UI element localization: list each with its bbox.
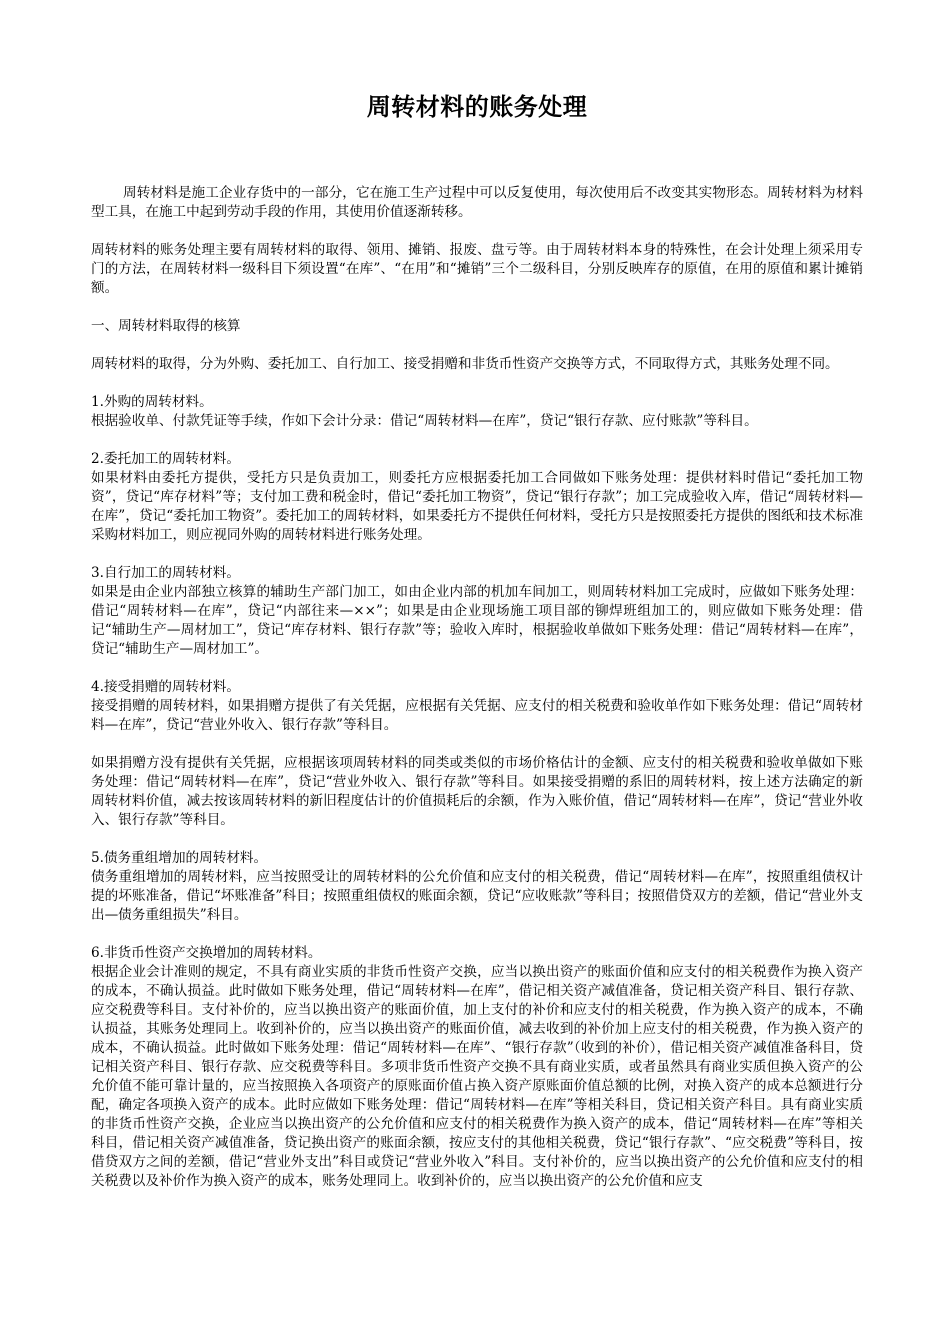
item-heading: 1.外购的周转材料。 xyxy=(91,394,213,410)
acquisition-paragraph: 周转材料的取得，分为外购、委托加工、自行加工、接受捐赠和非货币性资产交换等方式，不同取得方式，其账务处理不同。 xyxy=(91,356,839,372)
item-debt-restructuring xyxy=(91,849,863,925)
item-body: 根据企业会计准则的规定，不具有商业实质的非货币性资产交换，应当以换出资产的账面价值和应支付的相关税费作为换入资产的成本，不确认损益。此时做如下账务处理，借记“周转材料—在库”，借记相关资产减值准备，贷记相关资产科目、银行存款、应交税费等科目。支付补价的，应当以换出资产的账面价值，加上支付的补价和应支付的相关税费，作为换入资产的成本，不确认损益，其账务处理同上。收到补价的，应当以换出资产的账面价值，减去收到的补价加上应支付的相关税费，作为换入资产的成本，不确认损益。此时做如下账务处理：借记“周转材料—在库”、“银行存款”（收到的补价），借记相关资产减值准备科目，贷记相关资产科目、银行存款、应交税费等科目。多项非货币性资产交换不具有商业实质，或者虽然具有商业实质但换入资产的公允价值不能可靠计量的，应当按照换入各项资产的原账面价值占换入资产原账面价值总额的比例，对换入资产的成本总额进行分配，确定各项换入资产的成本。此时应做如下账务处理：借记“周转材料—在库”等相关科目，贷记相关资产科目。具有商业实质的非货币性资产交换，企业应当以换出资产的公允价值和应支付的相关税费作为换入资产的成本，借记“周转材料—在库”等相关科目，借记相关资产减值准备，贷记换出资产的账面余额，按应支付的其他相关税费，贷记“银行存款”、“应交税费”等科目，按借贷双方之间的差额，借记“营业外支出”科目或贷记“营业外收入”科目。支付补价的，应当以换出资产的公允价值和应支付的相关税费以及补价作为换入资产的成本，账务处理同上。收到补价的，应当以换出资产的公允价值和应支 xyxy=(91,964,863,1189)
document-page xyxy=(91,90,863,1210)
item-non-monetary-exchange xyxy=(91,944,863,1191)
section-heading: 一、周转材料取得的核算 xyxy=(91,318,241,334)
item-body: 接受捐赠的周转材料，如果捐赠方提供了有关凭据，应根据有关凭据、应支付的相关税费和验收单作如下账务处理：借记“周转材料—在库”，贷记“营业外收入、银行存款”等科目。 xyxy=(91,698,863,733)
intro-paragraph: 周转材料是施工企业存货中的一部分，它在施工生产过程中可以反复使用，每次使用后不改变其实物形态。周转材料为材料型工具，在施工中起到劳动手段的作用，其使用价值逐渐转移。 xyxy=(91,185,863,220)
item-body: 如果是由企业内部独立核算的辅助生产部门加工，如由企业内部的机加车间加工，则周转材料加工完成时，应做如下账务处理：借记“周转材料—在库”，贷记“内部往来—××”；如果是由企业现场施工项目部的铆焊班组加工的，则应做如下账务处理：借记“辅助生产—周材加工”，贷记“库存材料、银行存款”等；验收入库时，根据验收单做如下账务处理：借记“周转材料—在库”，贷记“辅助生产—周材加工”。 xyxy=(91,584,863,657)
document-title: 周转材料的账务处理 xyxy=(366,92,588,121)
item-heading: 2.委托加工的周转材料。 xyxy=(91,451,240,467)
item-body: 债务重组增加的周转材料，应当按照受让的周转材料的公允价值和应支付的相关税费，借记“周转材料—在库”，按照重组债权计提的坏账准备，借记“坏账准备”科目；按照重组债权的账面余额，贷记“应收账款”等科目；按照借贷双方的差额，借记“营业外支出—债务重组损失”科目。 xyxy=(91,869,863,923)
item-heading: 6.非货币性资产交换增加的周转材料。 xyxy=(91,945,322,961)
item-purchase xyxy=(91,393,863,431)
item-body-continued: 如果捐赠方没有提供有关凭据，应根据该项周转材料的同类或类似的市场价格估计的金额、应支付的相关税费和验收单做如下账务处理：借记“周转材料—在库”，贷记“营业外收入、银行存款”等科目。如果接受捐赠的系旧的周转材料，按上述方法确定的新周转材料价值，减去按该周转材料的新旧程度估计的价值损耗后的余额，作为入账价值，借记“周转材料—在库”，贷记“营业外收入、银行存款”等科目。 xyxy=(91,755,863,828)
item-self-processing xyxy=(91,564,863,659)
item-heading: 5.债务重组增加的周转材料。 xyxy=(91,850,268,866)
overview-paragraph: 周转材料的账务处理主要有周转材料的取得、领用、摊销、报废、盘亏等。由于周转材料本身的特殊性，在会计处理上须采用专门的方法，在周转材料一级科目下须设置“在库”、“在用”和“摊销”三个二级科目，分别反映库存的原值，在用的原值和累计摊销额。 xyxy=(91,242,863,296)
item-body: 如果材料由委托方提供，受托方只是负责加工，则委托方应根据委托加工合同做如下账务处理：提供材料时借记“委托加工物资”，贷记“库存材料”等；支付加工费和税金时，借记“委托加工物资”，贷记“银行存款”；加工完成验收入库，借记“周转材料—在库”，贷记“委托加工物资”。委托加工的周转材料，如果委托方不提供任何材料，受托方只是按照委托方提供的图纸和技术标准采购材料加工，则应视同外购的周转材料进行账务处理。 xyxy=(91,470,863,543)
item-consigned-processing xyxy=(91,450,863,545)
item-heading: 4.接受捐赠的周转材料。 xyxy=(91,679,240,695)
item-body: 根据验收单、付款凭证等手续，作如下会计分录：借记“周转材料—在库”，贷记“银行存款、应付账款”等科目。 xyxy=(91,413,758,429)
item-heading: 3.自行加工的周转材料。 xyxy=(91,565,240,581)
item-donation xyxy=(91,678,863,830)
